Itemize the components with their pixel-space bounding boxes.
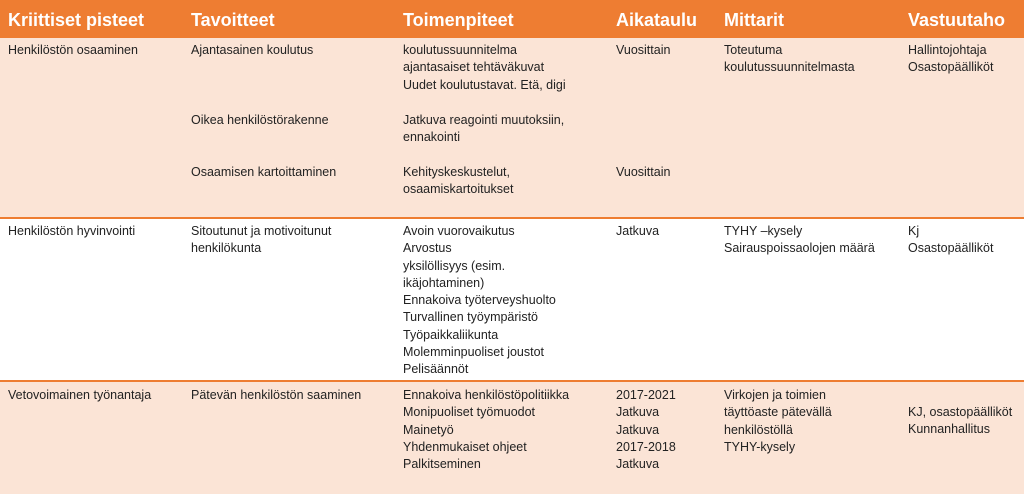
goal-cell: [191, 223, 331, 258]
metric-line: Toteutuma: [724, 43, 783, 57]
action-line: Turvallinen työympäristö: [403, 310, 539, 325]
action-line: Yhdenmukaiset ohjeet: [403, 439, 527, 454]
metric-line: TYHY –kysely: [724, 224, 803, 238]
header-actions: Toimenpiteet: [403, 10, 514, 30]
schedule-line: 2017-2018: [616, 439, 676, 454]
schedule-line: Jatkuva: [616, 457, 660, 472]
metric-line: täyttöaste pätevällä: [724, 405, 832, 420]
goal-line: henkilökunta: [191, 241, 262, 256]
action-line: Avoin vuorovaikutus: [403, 224, 515, 238]
responsible-line: Kunnanhallitus: [908, 422, 991, 437]
action-line: ikäjohtaminen): [403, 275, 485, 290]
responsible-line: Osastopäälliköt: [908, 241, 994, 256]
responsible-line: Hallintojohtaja: [908, 43, 987, 57]
header-schedule: Aikataulu: [616, 10, 698, 30]
responsible-line: KJ, osastopäälliköt: [908, 405, 1013, 419]
header-goals: Tavoitteet: [191, 10, 275, 30]
header-responsible: Vastuutaho: [908, 10, 1006, 30]
action-line: osaamiskartoitukset: [403, 182, 514, 197]
responsible-cell: [908, 42, 993, 77]
actions-cell: [403, 223, 556, 379]
action-line: ajantasaiset tehtäväkuvat: [403, 60, 545, 75]
actions-cell: [403, 112, 564, 147]
critical-point-cell: Henkilöstön osaaminen: [8, 43, 138, 57]
critical-point-cell: Henkilöstön hyvinvointi: [8, 224, 136, 238]
action-line: ennakointi: [403, 130, 460, 145]
critical-point-cell: Vetovoimainen työnantaja: [8, 388, 152, 402]
action-line: Palkitseminen: [403, 457, 481, 472]
goal-cell: Pätevän henkilöstön saaminen: [191, 388, 362, 402]
schedule-cell: [616, 387, 676, 473]
action-line: Arvostus: [403, 241, 452, 256]
header-critical-points: Kriittiset pisteet: [8, 10, 145, 30]
goal-cell: Oikea henkilöstörakenne: [191, 113, 329, 127]
action-line: Monipuoliset työmuodot: [403, 405, 536, 420]
action-line: Ennakoiva henkilöstöpolitiikka: [403, 388, 570, 402]
action-line: Kehityskeskustelut,: [403, 165, 510, 179]
metric-line: Sairauspoissaolojen määrä: [724, 241, 875, 256]
metrics-cell: [724, 387, 832, 456]
action-line: koulutussuunnitelma: [403, 43, 517, 57]
action-line: Molemminpuoliset joustot: [403, 345, 545, 360]
metrics-cell: [724, 42, 855, 77]
goal-line: Sitoutunut ja motivoitunut: [191, 224, 332, 238]
schedule-line: 2017-2021: [616, 388, 676, 402]
goal-cell: Osaamisen kartoittaminen: [191, 165, 337, 179]
metric-line: TYHY-kysely: [724, 439, 796, 454]
responsible-cell: [908, 404, 1012, 439]
schedule-cell: Vuosittain: [616, 165, 671, 179]
metric-line: koulutussuunnitelmasta: [724, 60, 855, 75]
actions-cell: [403, 387, 569, 473]
table-row: [0, 219, 1024, 380]
actions-cell: [403, 42, 566, 94]
actions-cell: [403, 164, 513, 199]
header-metrics: Mittarit: [724, 10, 784, 30]
action-line: Mainetyö: [403, 422, 454, 437]
metric-line: henkilöstöllä: [724, 422, 793, 437]
action-line: Pelisäännöt: [403, 362, 469, 377]
schedule-line: Jatkuva: [616, 422, 660, 437]
responsible-line: Osastopäälliköt: [908, 60, 994, 75]
responsible-line: Kj: [908, 224, 920, 238]
table-row: [0, 38, 1024, 217]
metric-line: Virkojen ja toimien: [724, 388, 826, 402]
metrics-cell: [724, 223, 875, 258]
schedule-line: Jatkuva: [616, 405, 660, 420]
schedule-cell: Vuosittain: [616, 43, 671, 57]
action-line: Jatkuva reagointi muutoksiin,: [403, 113, 565, 127]
action-line: yksilöllisyys (esim.: [403, 258, 506, 273]
schedule-cell: Jatkuva: [616, 224, 660, 238]
responsible-cell: [908, 223, 993, 258]
table-header: [0, 0, 1024, 38]
goal-cell: Ajantasainen koulutus: [191, 43, 314, 57]
action-line: Ennakoiva työterveyshuolto: [403, 293, 556, 308]
action-line: Työpaikkaliikunta: [403, 327, 499, 342]
table-row: [0, 382, 1024, 494]
action-line: Uudet koulutustavat. Etä, digi: [403, 77, 566, 92]
